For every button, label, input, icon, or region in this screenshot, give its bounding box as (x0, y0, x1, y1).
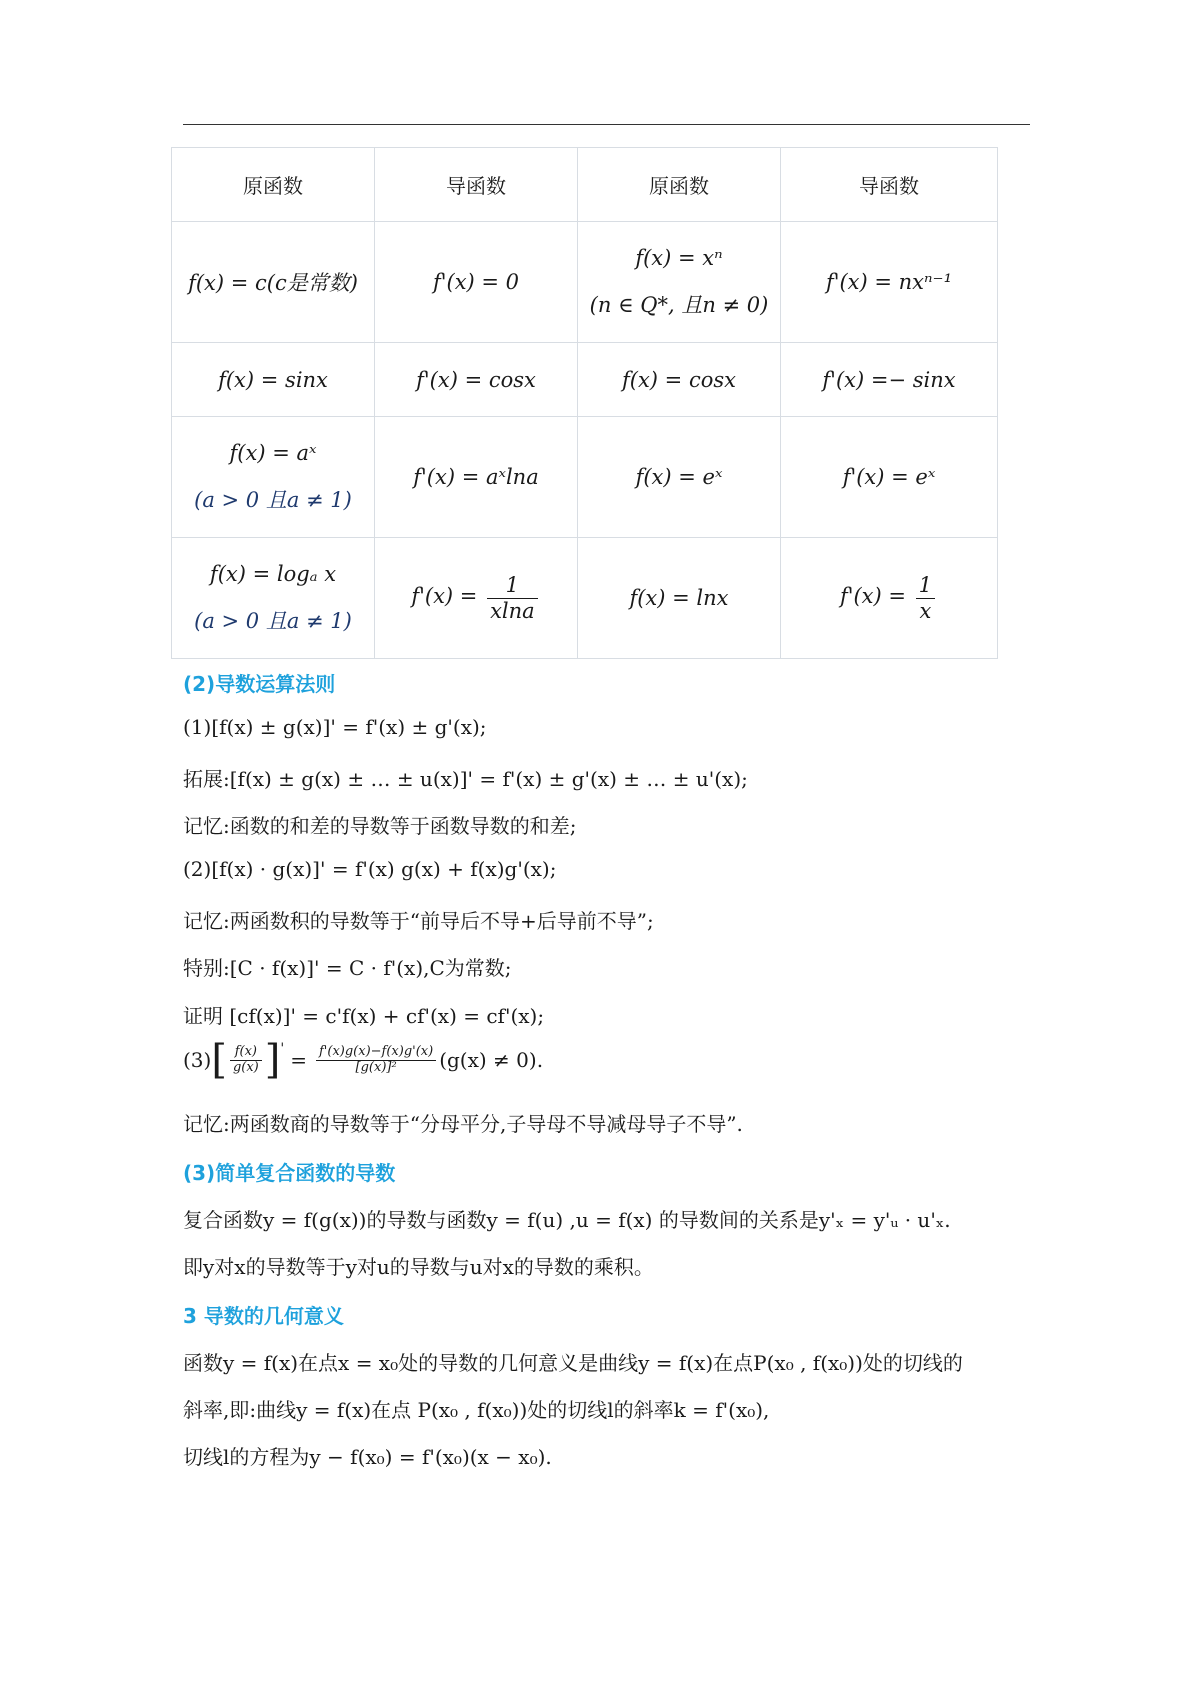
formula-prefix: f'(x) = (839, 584, 906, 609)
fraction-denominator: x (919, 598, 932, 623)
table-cell: f(x) = eˣ (578, 417, 781, 538)
table-cell: f'(x) = eˣ (781, 417, 998, 538)
table-header-row (172, 148, 998, 222)
memory-note-quotient: 记忆:两函数商的导数等于“分母平分,子导母不导减母导子不导”. (183, 1112, 743, 1136)
fraction-numerator: 1 (916, 573, 935, 598)
quotient-formula: (3) [ $\frac{f(x)}{g(x)}$ ] ' = $\frac{f'(x)g(x)-f(x)g'(x)}{\text{[g(x)]²}}$ (g(x) ≠ 0). (183, 1037, 544, 1083)
section-heading-composite: (3)简单复合函数的导数 (183, 1161, 396, 1185)
table-header-cell: 原函数 (172, 148, 375, 222)
table-cell: f(x) = sinx (172, 343, 375, 417)
table-row (172, 417, 998, 538)
table-row (172, 343, 998, 417)
left-bracket: [ (211, 1037, 227, 1083)
section-heading-geometric-meaning: 3 导数的几何意义 (183, 1304, 344, 1328)
formula-line: f(x) = logₐ x (209, 561, 337, 586)
fraction-numerator: 1 (487, 573, 538, 598)
formula-prefix: f'(x) = (411, 584, 478, 609)
condition-line: (a > 0 且a ≠ 1) (194, 609, 352, 634)
memory-note-product: 记忆:两函数积的导数等于“前导后不导+后导前不导”; (183, 909, 654, 933)
table-cell: f'(x) = cosx (375, 343, 578, 417)
quotient-fraction (316, 1045, 436, 1076)
section-heading-derivative-rules: (2)导数运算法则 (183, 672, 336, 696)
table-cell: f(x) = lnx (578, 538, 781, 659)
header-rule (183, 124, 1030, 125)
table-cell: f'(x) = aˣlna (375, 417, 578, 538)
fraction (487, 573, 538, 622)
proof-constant-multiple: 证明 [cf(x)]' = c'f(x) + cf'(x) = cf'(x); (183, 1004, 545, 1028)
rule-extension: 拓展:[f(x) ± g(x) ± … ± u(x)]' = f'(x) ± g'(x) ± … ± u'(x); (183, 767, 748, 791)
tangent-slope-line: 斜率,即:曲线y = f(x)在点 P(x₀ , f(x₀))处的切线l的斜率k = f'(x₀), (183, 1398, 770, 1422)
fraction-denominator: g(x) (232, 1059, 259, 1075)
rule-sum-difference: (1)[f(x) ± g(x)]' = f'(x) ± g'(x); (183, 715, 487, 739)
table-cell: f'(x) = nxⁿ⁻¹ (781, 222, 998, 343)
table-row (172, 538, 998, 659)
table-cell (375, 538, 578, 659)
table-cell: f'(x) = 0 (375, 222, 578, 343)
fraction-numerator: f'(x)g(x)−f(x)g'(x) (316, 1045, 436, 1061)
memory-note-sum: 记忆:函数的和差的导数等于函数导数的和差; (183, 814, 577, 838)
condition-line: (n ∈ Q*, 且n ≠ 0) (589, 293, 769, 318)
right-bracket: ] (264, 1037, 281, 1083)
fraction (916, 573, 935, 622)
quotient-prefix: (3) (183, 1048, 212, 1072)
table-cell (781, 538, 998, 659)
table-header-cell: 导函数 (781, 148, 998, 222)
table-cell: f(x) = c(c是常数) (172, 222, 375, 343)
derivative-table (171, 147, 998, 659)
fraction-denominator: xlna (490, 598, 535, 623)
formula-line: f(x) = aˣ (229, 440, 317, 465)
fraction-denominator: [g(x)]² (355, 1059, 397, 1075)
table-cell (578, 222, 781, 343)
tangent-equation-line: 切线l的方程为y − f(x₀) = f'(x₀)(x − x₀). (183, 1445, 552, 1469)
rule-quotient (183, 1037, 544, 1083)
composite-explanation: 即y对x的导数等于y对u的导数与u对x的导数的乘积。 (183, 1255, 654, 1279)
special-constant-multiple: 特别:[C · f(x)]' = C · f'(x),C为常数; (183, 956, 512, 980)
composite-relation: 复合函数y = f(g(x))的导数与函数y = f(u) ,u = f(x) 的导数间的关系是y'ₓ = y'ᵤ · u'ₓ. (183, 1208, 951, 1232)
inner-fraction (230, 1045, 262, 1076)
formula-line: f(x) = xⁿ (635, 245, 723, 270)
condition-line: (a > 0 且a ≠ 1) (194, 488, 352, 513)
fraction-numerator: f(x) (230, 1045, 262, 1061)
table-cell (172, 538, 375, 659)
geometric-meaning-line: 函数y = f(x)在点x = x₀处的导数的几何意义是曲线y = f(x)在点P(x₀ , f(x₀))处的切线的 (183, 1351, 963, 1375)
table-header-cell: 原函数 (578, 148, 781, 222)
table-cell: f'(x) =− sinx (781, 343, 998, 417)
rule-product: (2)[f(x) · g(x)]' = f'(x) g(x) + f(x)g'(x); (183, 857, 557, 881)
table-cell: f(x) = cosx (578, 343, 781, 417)
table-header-cell: 导函数 (375, 148, 578, 222)
table-cell (172, 417, 375, 538)
quotient-condition: (g(x) ≠ 0). (439, 1048, 544, 1072)
table-row (172, 222, 998, 343)
